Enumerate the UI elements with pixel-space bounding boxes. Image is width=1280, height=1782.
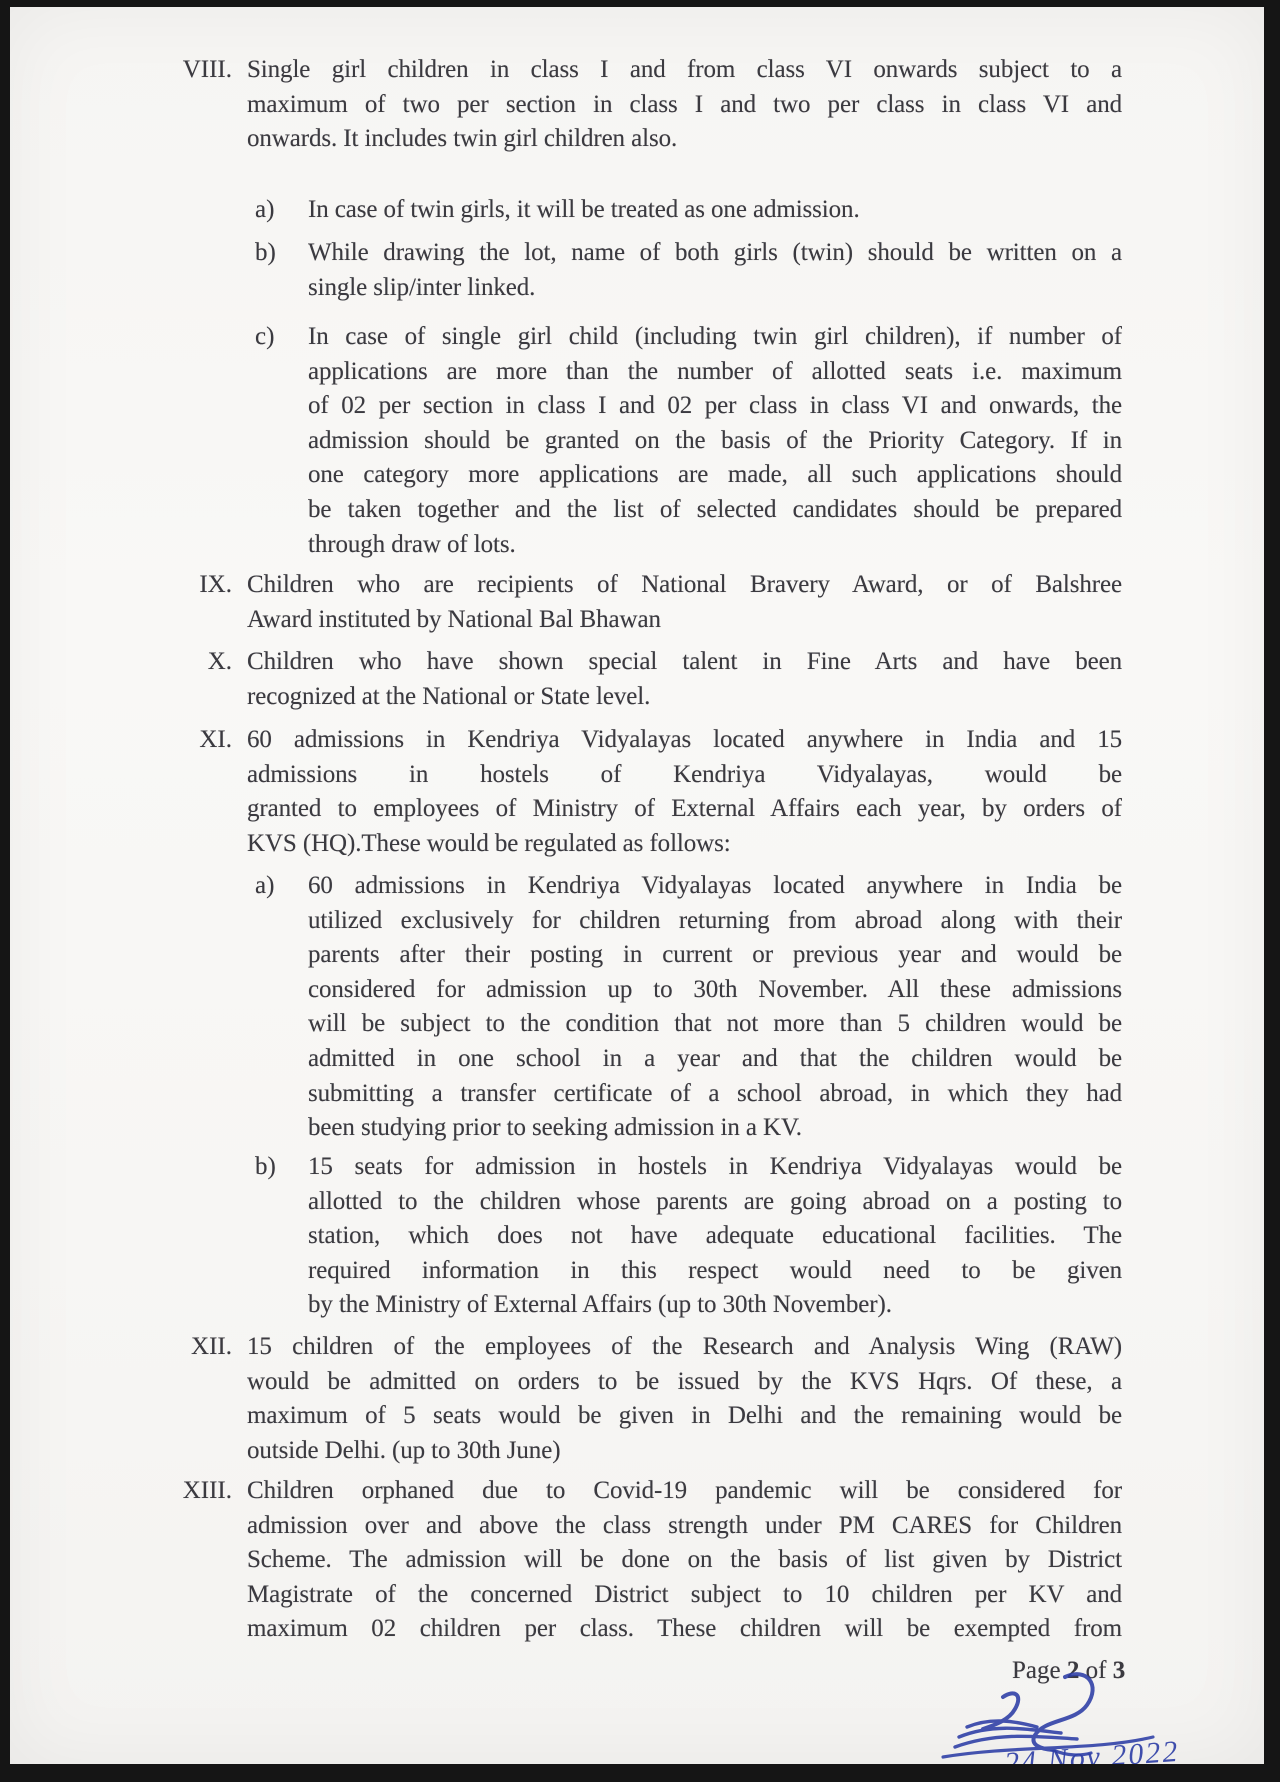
text-line: Scheme. The admission will be done on the basis of list given by District — [247, 1546, 1122, 1574]
section-label: XII. — [191, 1333, 232, 1360]
subsection-label: a) — [255, 872, 275, 899]
text-line: 60 admissions in Kendriya Vidyalayas located anywhere in India be — [308, 872, 1122, 899]
text-line: maximum 02 children per class. These children will be exempted from — [247, 1615, 1122, 1643]
subsection-label: a) — [255, 196, 275, 223]
text-line: parents after their posting in current or previous year and would be — [308, 941, 1122, 969]
text-line: 60 admissions in Kendriya Vidyalayas located anywhere in India and 15 — [247, 726, 1122, 753]
text-line: Single girl children in class I and from class VI onwards subject to a — [247, 56, 1122, 83]
text-line: maximum of two per section in class I and two per class in class VI and — [247, 90, 1122, 118]
subsection-label: b) — [255, 239, 276, 266]
text-line: through draw of lots. — [308, 530, 516, 558]
text-line: outside Delhi. (up to 30th June) — [247, 1436, 561, 1464]
text-line: admitted in one school in a year and that the children would be — [308, 1044, 1122, 1072]
text-line: admission over and above the class strength under PM CARES for Children — [247, 1511, 1122, 1539]
text-line: 15 seats for admission in hostels in Kendriya Vidyalayas would be — [308, 1153, 1122, 1180]
section-label: XIII. — [182, 1477, 232, 1504]
text-line: Children who have shown special talent in Fine Arts and have been — [247, 648, 1122, 675]
text-line: be taken together and the list of selected candidates should be prepared — [308, 495, 1122, 523]
text-line: recognized at the National or State level. — [247, 682, 651, 710]
text-line: one category more applications are made, all such applications should — [308, 461, 1122, 489]
footer-page-number: 2 — [1066, 1657, 1080, 1684]
text-line: considered for admission up to 30th November. All these admissions — [308, 975, 1122, 1003]
text-line: will be subject to the condition that not more than 5 children would be — [308, 1010, 1122, 1038]
text-line: allotted to the children whose parents are going abroad on a posting to — [308, 1187, 1122, 1215]
text-line: applications are more than the number of allotted seats i.e. maximum — [308, 357, 1122, 385]
footer-word-page: Page — [1012, 1657, 1061, 1684]
text-line: In case of single girl child (including twin girl children), if number of — [308, 323, 1122, 350]
signature-stroke — [983, 1693, 1018, 1729]
text-line: submitting a transfer certificate of a school abroad, in which they had — [308, 1079, 1122, 1107]
text-line: Children orphaned due to Covid-19 pandemic will be considered for — [247, 1477, 1122, 1504]
text-line: required information in this respect would need to be given — [308, 1256, 1122, 1284]
text-line: station, which does not have adequate educational facilities. The — [308, 1222, 1122, 1250]
text-line: Award instituted by National Bal Bhawan — [247, 605, 661, 633]
text-line: by the Ministry of External Affairs (up to 30th November). — [308, 1291, 892, 1319]
text-line: KVS (HQ).These would be regulated as follows: — [247, 829, 731, 857]
text-line: admissions in hostels of Kendriya Vidyalayas, would be — [247, 760, 1122, 788]
text-line: Magistrate of the concerned District subject to 10 children per KV and — [247, 1580, 1122, 1608]
text-line: been studying prior to seeking admission in a KV. — [308, 1114, 802, 1142]
text-line: admission should be granted on the basis of the Priority Category. If in — [308, 426, 1122, 454]
text-line: In case of twin girls, it will be treated as one admission. — [308, 196, 860, 223]
text-line: Children who are recipients of National Bravery Award, or of Balshree — [247, 571, 1122, 598]
text-line: utilized exclusively for children returning from abroad along with their — [308, 906, 1122, 934]
text-line: onwards. It includes twin girl children also. — [247, 125, 678, 153]
signature-stroke — [967, 1721, 1037, 1727]
footer-total-pages: 3 — [1112, 1657, 1126, 1684]
section-label: XI. — [199, 726, 232, 753]
section-label: X. — [207, 648, 232, 675]
footer-word-of: of — [1085, 1657, 1107, 1684]
text-line: of 02 per section in class I and 02 per class in class VI and onwards, the — [308, 392, 1122, 420]
text-line: maximum of 5 seats would be given in Delhi and the remaining would be — [247, 1402, 1122, 1430]
text-line: would be admitted on orders to be issued by the KVS Hqrs. Of these, a — [247, 1367, 1122, 1395]
text-line: granted to employees of Ministry of External Affairs each year, by orders of — [247, 795, 1122, 823]
text-line: 15 children of the employees of the Research and Analysis Wing (RAW) — [247, 1333, 1122, 1360]
subsection-label: b) — [255, 1153, 276, 1180]
subsection-label: c) — [255, 323, 275, 350]
document-paper — [10, 7, 1264, 1780]
section-label: IX. — [199, 571, 232, 598]
signature-date: 24 Nov 2022 — [1003, 1734, 1181, 1780]
signature — [915, 1669, 1205, 1780]
section-label: VIII. — [182, 56, 232, 83]
text-line: While drawing the lot, name of both girls (twin) should be written on a — [308, 239, 1122, 266]
text-line: single slip/inter linked. — [308, 273, 536, 301]
